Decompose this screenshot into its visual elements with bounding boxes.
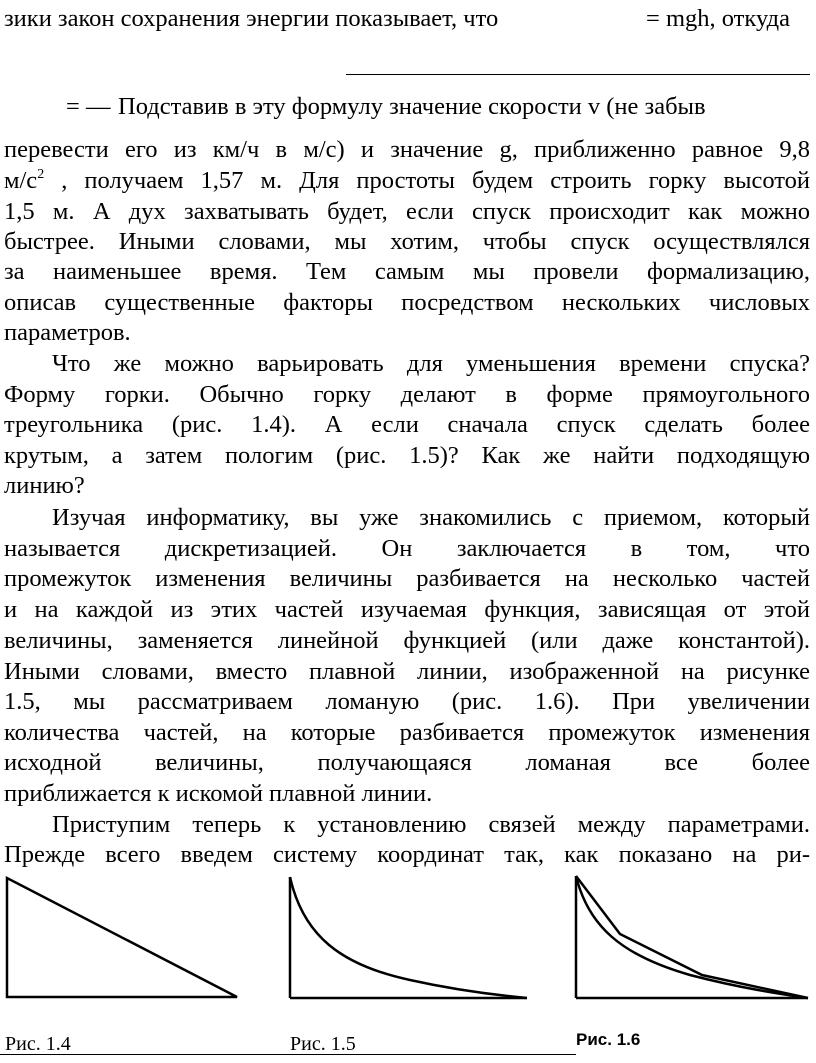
- text-line: линию?: [4, 472, 85, 499]
- text-line: Изучая информатику, вы уже знакомились с приемом, который: [52, 504, 810, 531]
- text-line: Что же можно варьировать для уменьшения времени спуска?: [52, 350, 810, 377]
- text-line: перевести его из км/ч в м/с) и значение g, приближенно равное 9,8: [4, 136, 810, 163]
- figure-1-5-caption: Рис. 1.5: [290, 1033, 356, 1055]
- text-line: треугольника (рис. 1.4). А если сначала спуск сделать более: [4, 411, 810, 438]
- text-fragment: , получаем 1,57 м. Для простоты будем строить горку высотой: [44, 167, 810, 194]
- text-line: называется дискретизацией. Он заключается в том, что: [4, 535, 810, 562]
- formula-intro-text: зики закон сохранения энергии показывает, что: [4, 5, 499, 32]
- text-line: 1.5, мы рассматриваем ломаную (рис. 1.6). При увеличении: [4, 688, 810, 715]
- figure-1-4-caption: Рис. 1.4: [5, 1033, 71, 1055]
- formula-velocity-eq: = —: [66, 93, 111, 120]
- text-line: Иными словами, вместо плавной линии, изображенной на рисунке: [4, 658, 810, 685]
- unit-text: м/с: [4, 167, 38, 194]
- figure-1-6-polyline: [576, 876, 808, 998]
- footer-rule: [0, 1054, 576, 1055]
- text-line: приближается к искомой плавной линии.: [4, 780, 433, 807]
- unit-superscript: 2: [37, 167, 45, 182]
- text-line: крутым, а затем пологим (рис. 1.5)? Как же найти подходящую: [4, 442, 810, 469]
- text-line: и на каждой из этих частей изучаемая функция, зависящая от этой: [4, 596, 810, 623]
- text-line: промежуток изменения величины разбивается на несколько частей: [4, 565, 810, 592]
- text-line: Прежде всего введем систему координат так, как показано на ри-: [4, 841, 810, 868]
- text-line: величины, заменяется линейной функцией (или даже константой).: [4, 627, 810, 654]
- formula-continuation-text: Подставив в эту формулу значение скорости v (не забыв: [118, 93, 706, 120]
- text-line: исходной величины, получающаяся ломаная все более: [4, 749, 810, 776]
- text-line: количества частей, на которые разбивается промежуток изменения: [4, 719, 810, 746]
- figure-1-5-curve: [290, 877, 527, 998]
- text-line: быстрее. Иными словами, мы хотим, чтобы спуск осуществлялся: [4, 228, 810, 255]
- figure-1-6-caption: Рис. 1.6: [576, 1030, 641, 1049]
- text-line: за наименьшее время. Тем самым мы провели формализацию,: [4, 258, 810, 285]
- text-line: Форму горки. Обычно горку делают в форме прямоугольного: [4, 381, 810, 408]
- text-line: описав существенные факторы посредством нескольких числовых: [4, 289, 810, 316]
- text-line: параметров.: [4, 319, 131, 346]
- text-line: Приступим теперь к установлению связей между параметрами.: [52, 811, 810, 838]
- text-line: 1,5 м. А дух захватывать будет, если спуск происходит как можно: [4, 198, 810, 225]
- formula-energy-rhs: = mgh, откуда: [646, 5, 790, 32]
- figure-1-4-triangle: [7, 878, 237, 997]
